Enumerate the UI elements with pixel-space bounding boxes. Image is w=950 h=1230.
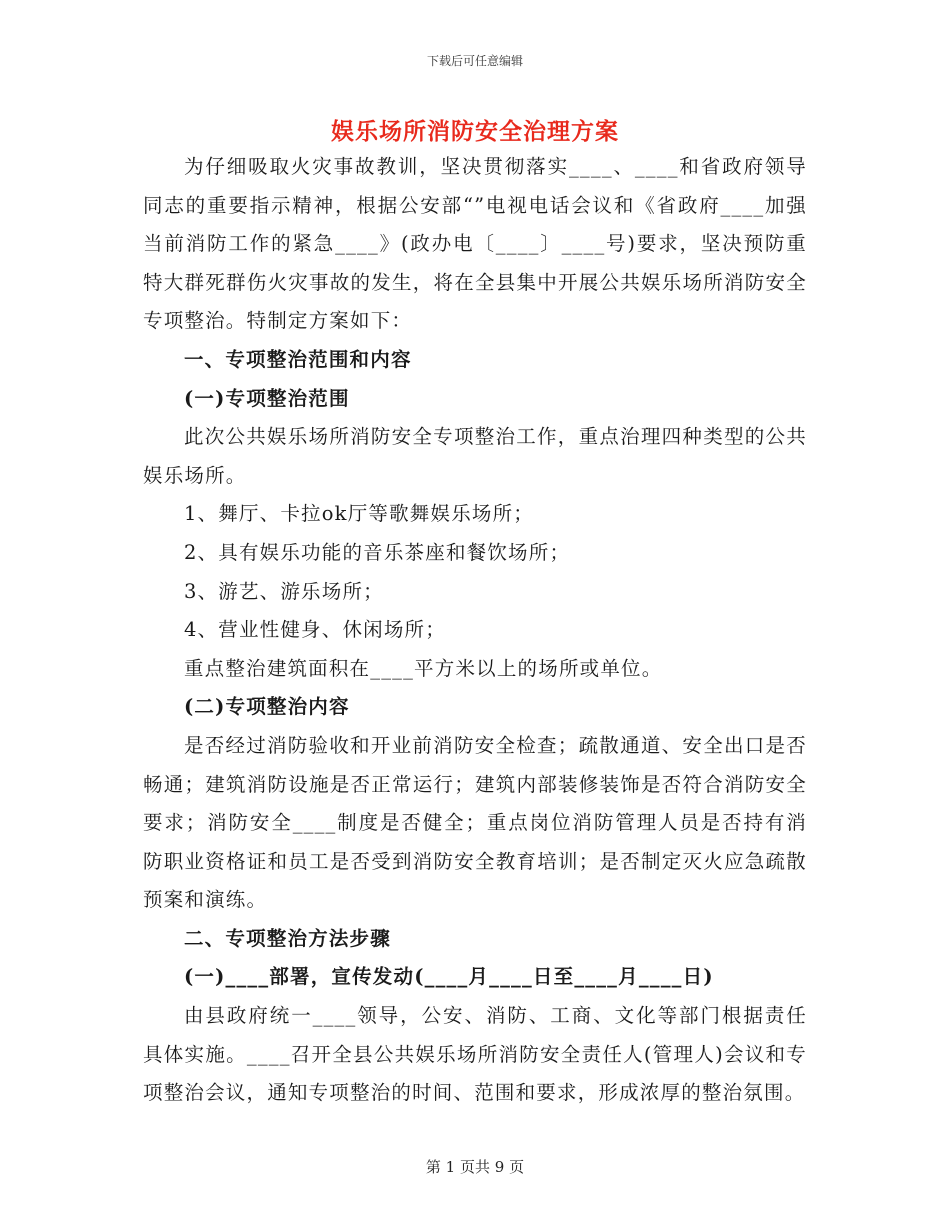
content-paragraph: 是否经过消防验收和开业前消防安全检查；疏散通道、安全出口是否畅通；建筑消防设施是否正常运行；建筑内部装修装饰是否符合消防安全要求；消防安全____制度是否健全；重点岗位消防管理人员是否持有消防职业资格证和员工是否受到消防安全教育培训；是否制定灭火应急疏散预案和演练。	[143, 733, 807, 912]
list-item-1: 1、舞厅、卡拉ok厅等歌舞娱乐场所；	[183, 502, 535, 526]
scope-paragraph: 此次公共娱乐场所消防安全专项整治工作，重点治理四种类型的公共娱乐场所。	[143, 425, 807, 487]
list-item-3: 3、游艺、游乐场所；	[183, 579, 384, 603]
section-heading-2: 二、专项整治方法步骤	[183, 926, 391, 950]
section-heading-1: 一、专项整治范围和内容	[183, 347, 412, 371]
page-footer: 第 1 页共 9 页	[425, 1158, 525, 1176]
header-note: 下载后可任意编辑	[426, 54, 523, 68]
area-requirement-paragraph: 重点整治建筑面积在____平方米以上的场所或单位。	[183, 656, 663, 680]
list-item-2: 2、具有娱乐功能的音乐茶座和餐饮场所；	[183, 540, 571, 564]
document-body	[143, 148, 807, 1113]
intro-paragraph: 为仔细吸取火灾事故教训，坚决贯彻落实____、____和省政府领导同志的重要指示精神，根据公安部“”电视电话会议和《省政府____加强当前消防工作的紧急____》(政办电〔____〕____号)要求，坚决预防重特大群死群伤火灾事故的发生，将在全县集中开展公共娱乐场所消防安全专项整治。特制定方案如下：	[143, 155, 807, 333]
subsection-heading-1-1: (一)专项整治范围	[183, 386, 350, 410]
subsection-heading-2-1: (一)____部署，宣传发动(____月____日至____月____日)	[183, 965, 714, 989]
list-item-4: 4、营业性健身、休闲场所；	[183, 618, 446, 642]
subsection-heading-1-2: (二)专项整治内容	[183, 695, 350, 719]
document-title: 娱乐场所消防安全治理方案	[331, 118, 619, 145]
deployment-paragraph: 由县政府统一____领导，公安、消防、工商、文化等部门根据责任具体实施。____召开全县公共娱乐场所消防安全责任人(管理人)会议和专项整治会议，通知专项整治的时间、范围和要求，形成浓厚的整治氛围。	[143, 1004, 807, 1105]
